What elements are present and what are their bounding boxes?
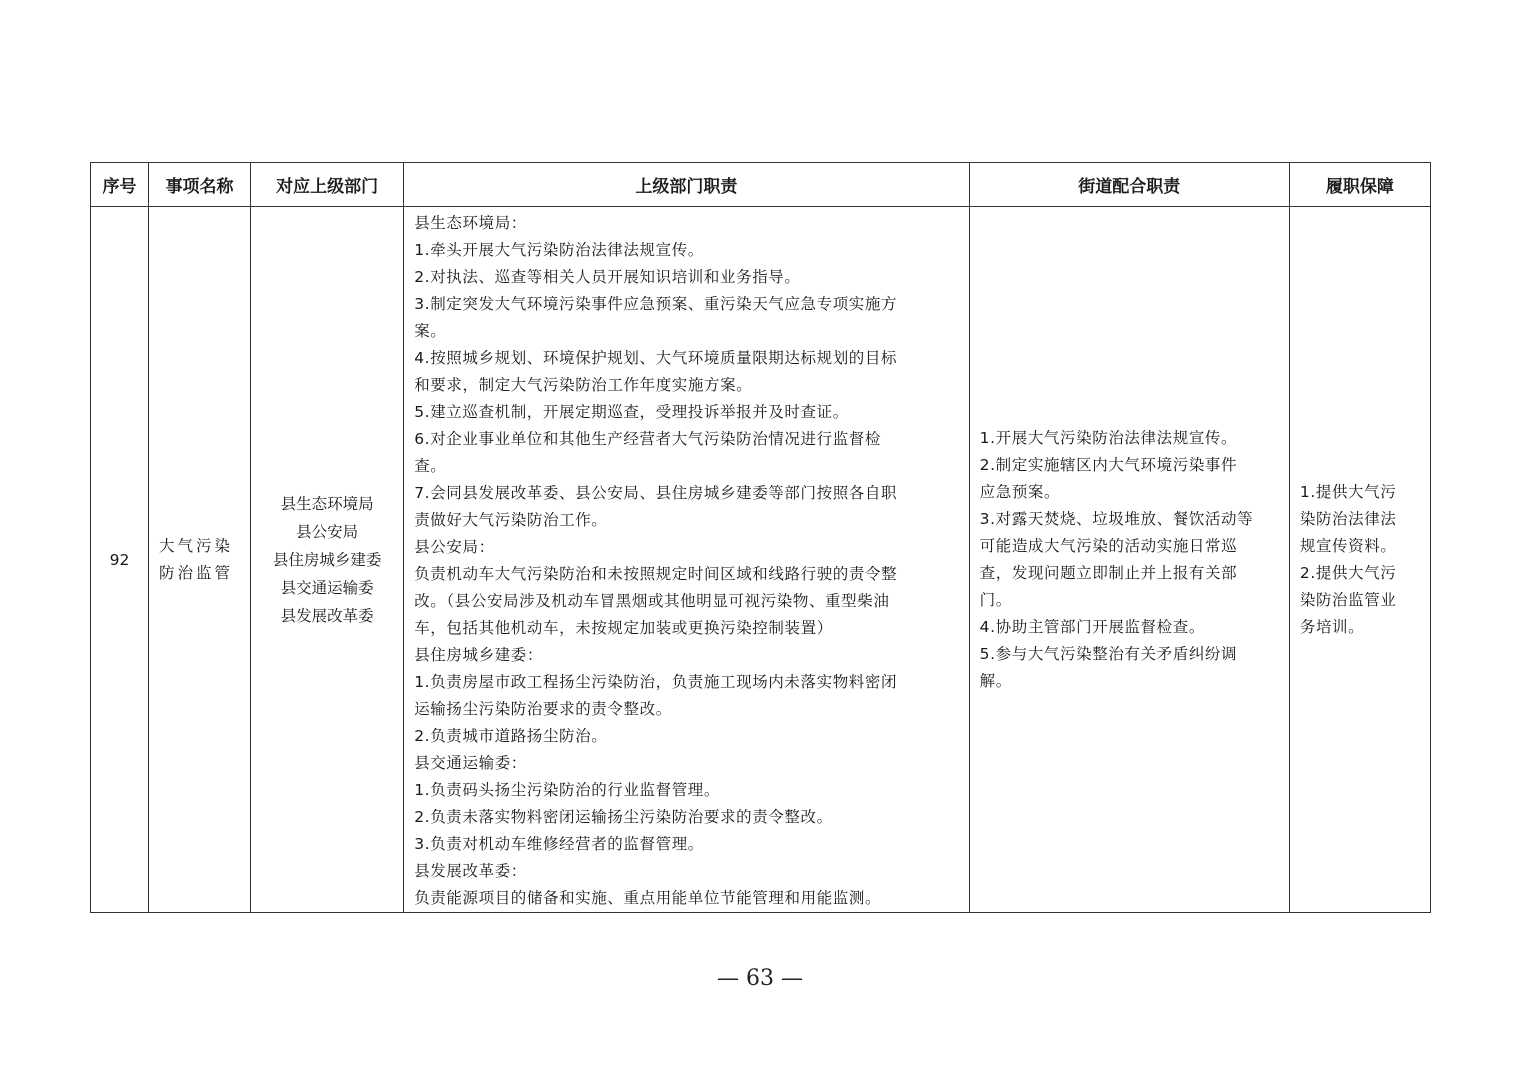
upper-duty-line: 查。 (414, 456, 447, 475)
guarantee-line: 务培训。 (1299, 617, 1365, 636)
guarantee-line: 染防治法律法 (1299, 509, 1397, 528)
upper-duty-line: 1.负责房屋市政工程扬尘污染防治，负责施工现场内未落实物料密闭 (414, 672, 898, 691)
street-duty-line: 3.对露天焚烧、垃圾堆放、餐饮活动等 (979, 509, 1254, 528)
table-header-row (91, 163, 1431, 207)
header-guarantee: 履职保障 (1289, 163, 1430, 207)
upper-duty-line: 2.对执法、巡查等相关人员开展知识培训和业务指导。 (414, 267, 801, 286)
header-upper-department: 对应上级部门 (251, 163, 404, 207)
header-item-name: 事项名称 (149, 163, 251, 207)
street-duty-line: 1.开展大气污染防治法律法规宣传。 (979, 428, 1238, 447)
upper-duty-line: 3.负责对机动车维修经营者的监督管理。 (414, 834, 704, 853)
upper-duty-line: 县住房城乡建委： (414, 645, 544, 664)
upper-duty-line: 县公安局： (414, 537, 495, 556)
upper-duty-line: 运输扬尘污染防治要求的责令整改。 (414, 699, 672, 718)
upper-duty-line: 改。（县公安局涉及机动车冒黑烟或其他明显可视污染物、重型柴油 (414, 591, 890, 610)
header-street-duties: 街道配合职责 (969, 163, 1289, 207)
street-duty-line: 门。 (979, 590, 1012, 609)
street-duty-line: 解。 (979, 671, 1012, 690)
street-duty-line: 5.参与大气污染整治有关矛盾纠纷调 (979, 644, 1238, 663)
upper-duty-line: 1.牵头开展大气污染防治法律法规宣传。 (414, 240, 704, 259)
row-serial-number: 92 (91, 207, 149, 913)
upper-duty-line: 3.制定突发大气环境污染事件应急预案、重污染天气应急专项实施方 (414, 294, 898, 313)
street-duty-line: 可能造成大气污染的活动实施日常巡 (979, 536, 1238, 555)
duty-table (90, 162, 1431, 913)
guarantee-line: 规宣传资料。 (1299, 536, 1397, 555)
department-name: 县生态环境局 (280, 494, 374, 513)
guarantee-line: 2.提供大气污 (1299, 563, 1397, 582)
upper-duty-line: 责做好大气污染防治工作。 (414, 510, 608, 529)
upper-duty-line: 2.负责城市道路扬尘防治。 (414, 726, 608, 745)
street-duty-line: 查，发现问题立即制止并上报有关部 (979, 563, 1238, 582)
row-guarantees (1289, 207, 1430, 913)
department-name: 县交通运输委 (280, 578, 374, 597)
upper-duty-line: 负责机动车大气污染防治和未按照规定时间区域和线路行驶的责令整 (414, 564, 898, 583)
upper-duty-line: 案。 (414, 321, 447, 340)
upper-duty-line: 4.按照城乡规划、环境保护规划、大气环境质量限期达标规划的目标 (414, 348, 898, 367)
upper-duty-line: 车，包括其他机动车，未按规定加装或更换污染控制装置） (414, 618, 833, 637)
upper-duty-line: 县发展改革委： (414, 861, 527, 880)
street-duty-line: 4.协助主管部门开展监督检查。 (979, 617, 1205, 636)
upper-duty-line: 2.负责未落实物料密闭运输扬尘污染防治要求的责令整改。 (414, 807, 833, 826)
row-item-name: 大气污染防治监管 (149, 207, 251, 913)
upper-duty-line: 5.建立巡查机制，开展定期巡查，受理投诉举报并及时查证。 (414, 402, 849, 421)
upper-duty-line: 县交通运输委： (414, 753, 527, 772)
page-number: — 63 — (717, 966, 803, 991)
table-row (91, 207, 1431, 913)
department-name: 县发展改革委 (280, 606, 374, 625)
department-name: 县住房城乡建委 (272, 550, 382, 569)
row-street-duties (969, 207, 1289, 913)
upper-duty-line: 1.负责码头扬尘污染防治的行业监督管理。 (414, 780, 720, 799)
header-upper-duties: 上级部门职责 (404, 163, 969, 207)
upper-duty-line: 7.会同县发展改革委、县公安局、县住房城乡建委等部门按照各自职 (414, 483, 898, 502)
row-upper-duties (404, 207, 969, 913)
guarantee-line: 1.提供大气污 (1299, 482, 1397, 501)
street-duty-line: 2.制定实施辖区内大气环境污染事件 (979, 455, 1238, 474)
upper-duty-line: 县生态环境局： (414, 213, 527, 232)
header-serial-number: 序号 (91, 163, 149, 207)
row-departments (251, 207, 404, 913)
street-duty-line: 应急预案。 (979, 482, 1061, 501)
upper-duty-line: 6.对企业事业单位和其他生产经营者大气污染防治情况进行监督检 (414, 429, 881, 448)
upper-duty-line: 负责能源项目的储备和实施、重点用能单位节能管理和用能监测。 (414, 888, 882, 907)
guarantee-line: 染防治监管业 (1299, 590, 1397, 609)
department-name: 县公安局 (296, 522, 359, 541)
upper-duty-line: 和要求，制定大气污染防治工作年度实施方案。 (414, 375, 753, 394)
